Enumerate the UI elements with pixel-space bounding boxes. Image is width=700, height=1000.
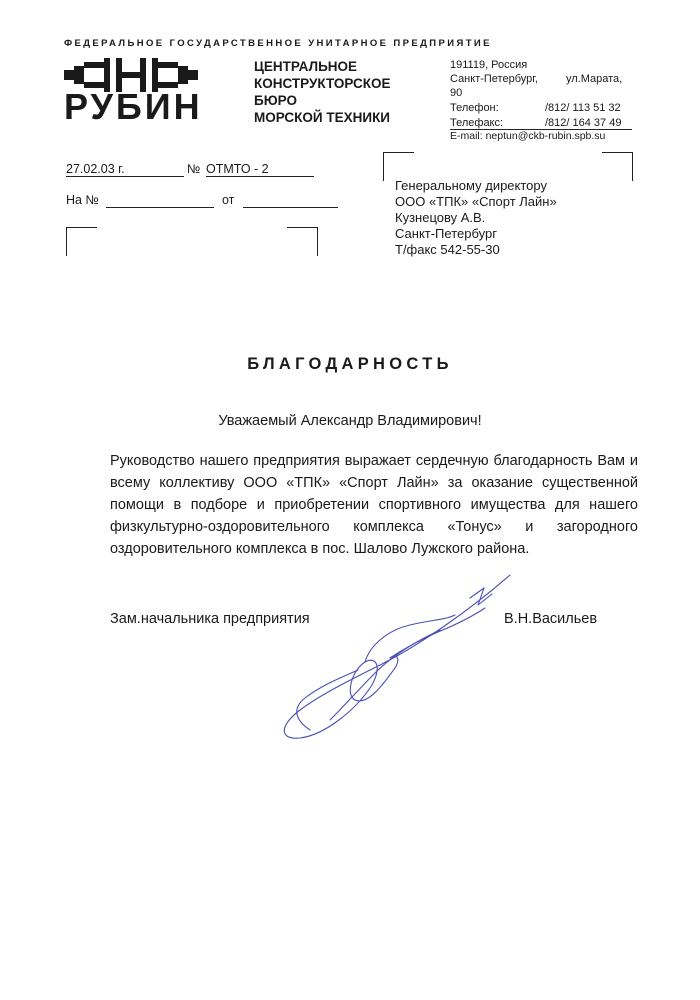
letter-salutation: Уважаемый Александр Владимирович! [218,413,482,429]
phone-label: Телефон: [450,102,499,114]
corner-mark [287,227,318,256]
signer-role: Зам.начальника предприятия [110,611,310,627]
reply-date-blank [243,207,338,208]
reply-from-label: от [222,193,235,207]
recipient-line: Санкт-Петербург [395,226,497,241]
letter-number-label: № [187,162,201,176]
letter-number-value: ОТМТО - 2 [206,162,314,177]
letter-body: Руководство нашего предприятия выражает сердечную благодарность Вам и всему коллективу ООО «ТПК» «Спорт Лайн» за оказание существенной помощи в подборе и приобретении спортивного имущества для нашего физкультурно-оздоровительного комплекса «Тонус» и загородного оздоровительного комплекса в пос. Шалово Лужского района. [110,453,638,557]
phone-value: /812/ 113 51 32 [545,102,621,114]
fax-value: /812/ 164 37 49 [545,117,622,129]
letter-date-value: 27.02.03 г. [66,162,184,177]
letter-date [66,162,184,177]
recipient-line: ООО «ТПК» «Спорт Лайн» [395,194,557,209]
letter-title: БЛАГОДАРНОСТЬ [247,355,453,373]
corner-mark [383,152,414,181]
letter-number [206,162,314,177]
handwritten-signature [270,570,520,750]
corner-mark [66,227,97,256]
address-house: 90 [450,87,463,99]
recipient-line: Генеральному директору [395,178,547,193]
address-city: Санкт-Петербург, [450,73,538,85]
corner-mark [602,152,633,181]
org-type-line: ФЕДЕРАЛЬНОЕ ГОСУДАРСТВЕННОЕ УНИТАРНОЕ ПРЕДПРИЯТИЕ [64,38,492,49]
bureau-name-line: БЮРО [254,93,297,108]
bureau-name-line: КОНСТРУКТОРСКОЕ [254,76,391,91]
fax-label: Телефакс: [450,117,504,129]
address-divider [450,129,632,130]
reply-number-blank [106,207,214,208]
rubin-logo-text: РУБИН [64,86,203,127]
bureau-name-line: МОРСКОЙ ТЕХНИКИ [254,110,391,125]
reply-to-label: На № [66,193,99,207]
recipient-line: Т/факс 542-55-30 [395,242,500,257]
signer-name: В.Н.Васильев [504,611,598,627]
email-line: E-mail: neptun@ckb-rubin.spb.su [450,130,606,142]
address-line: 191119, Россия [450,59,528,71]
address-street: ул.Марата, [566,73,623,85]
bureau-name-line: ЦЕНТРАЛЬНОЕ [254,59,358,74]
recipient-line: Кузнецову А.В. [395,210,486,225]
